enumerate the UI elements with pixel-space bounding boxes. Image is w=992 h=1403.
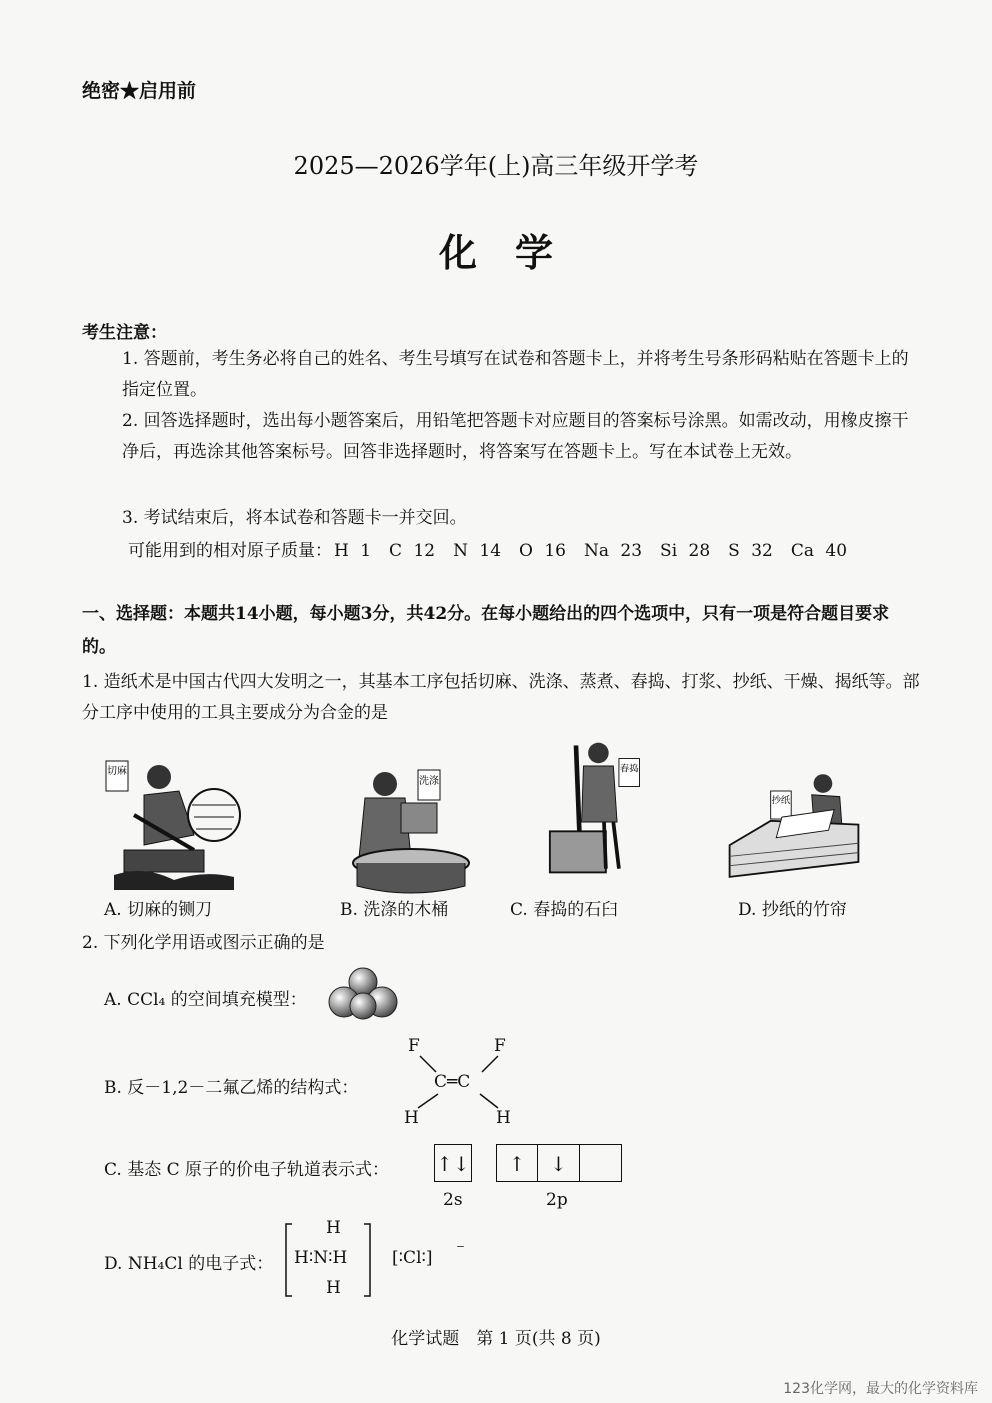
orbital-2p bbox=[496, 1144, 622, 1182]
q1-option-d: D. 抄纸的竹帘 bbox=[738, 900, 847, 920]
confidential-label: 绝密★启用前 bbox=[82, 80, 197, 102]
charge-minus: ⁻ bbox=[456, 1240, 465, 1260]
atomic-mass: Na 23 bbox=[584, 541, 643, 561]
orbital-2s bbox=[434, 1144, 472, 1182]
q2-option-d: D. NH₄Cl 的电子式： bbox=[104, 1254, 274, 1274]
atomic-mass: C 12 bbox=[389, 541, 436, 561]
figure-tag: 舂捣 bbox=[619, 763, 639, 775]
figure-paper-making bbox=[724, 763, 864, 907]
subject-title: 化学 bbox=[438, 230, 591, 275]
atomic-mass: S 32 bbox=[728, 541, 773, 561]
figure-wash bbox=[343, 758, 483, 902]
ccl4-space-filling-model bbox=[326, 966, 400, 1026]
notice-heading: 考生注意： bbox=[82, 323, 167, 343]
nh4cl-electron-formula bbox=[284, 1218, 484, 1302]
atom-f: F bbox=[408, 1036, 420, 1056]
page-footer: 化学试题 第 1 页(共 8 页) bbox=[391, 1329, 601, 1349]
notice-item-1: 1. 答题前，考生务必将自己的姓名、考生号填写在试卷和答题卡上，并将考生号条形码粘贴在答题卡上的指定位置。 bbox=[122, 349, 909, 400]
notice-item-2: 2. 回答选择题时，选出每小题答案后，用铅笔把答题卡对应题目的答案标号涂黑。如需改动，用橡皮擦干净后，再选涂其他答案标号。回答非选择题时，将答案写在答题卡上。写在本试卷上无效。 bbox=[122, 411, 909, 462]
notice-item-3: 3. 考试结束后，将本试卷和答题卡一并交回。 bbox=[122, 508, 467, 528]
q1-option-a: A. 切麻的铡刀 bbox=[104, 900, 213, 920]
chloride-ion: [∶Cl∶] bbox=[392, 1248, 433, 1268]
figure-pound bbox=[534, 738, 674, 882]
orbital-box: ↑↓ bbox=[434, 1144, 472, 1182]
q2-option-c: C. 基态 C 原子的价电子轨道表示式： bbox=[104, 1160, 390, 1180]
atom-f: F bbox=[494, 1036, 506, 1056]
atom-h: H bbox=[326, 1278, 341, 1298]
figure-tag: 切麻 bbox=[107, 766, 127, 777]
atomic-mass: Si 28 bbox=[660, 541, 711, 561]
figure-tag: 洗涤 bbox=[419, 776, 439, 787]
atomic-mass: N 14 bbox=[453, 541, 502, 561]
q1-option-c: C. 舂捣的石臼 bbox=[510, 900, 619, 920]
section-1-title: 一、选择题：本题共14小题，每小题3分，共42分。在每小题给出的四个选项中，只有一项是符合题目要求的。 bbox=[82, 604, 890, 657]
atomic-mass: O 16 bbox=[519, 541, 566, 561]
exam-title: 2025—2026学年(上)高三年级开学考 bbox=[293, 152, 699, 180]
atomic-masses bbox=[128, 536, 865, 561]
orbital-box bbox=[580, 1144, 622, 1182]
orbital-box: ↑ bbox=[496, 1144, 538, 1182]
atom-h: H bbox=[496, 1108, 511, 1128]
atom-h: H bbox=[326, 1218, 341, 1238]
nh4-center: H∶N∶H bbox=[294, 1248, 348, 1268]
atomic-mass: Ca 40 bbox=[790, 541, 848, 561]
atomic-mass-label: 可能用到的相对原子质量： bbox=[128, 541, 332, 561]
orbital-box: ↓ bbox=[538, 1144, 580, 1182]
c-double-bond-c: C═C bbox=[434, 1072, 471, 1092]
atomic-mass: H 1 bbox=[334, 541, 372, 561]
question-1-stem: 1. 造纸术是中国古代四大发明之一，其基本工序包括切麻、洗涤、蒸煮、舂捣、打浆、抄纸、干燥、揭纸等。部分工序中使用的工具主要成分为合金的是 bbox=[82, 672, 920, 723]
q2-option-a: A. CCl₄ 的空间填充模型： bbox=[104, 990, 307, 1010]
q1-option-b: B. 洗涤的木桶 bbox=[340, 900, 449, 920]
q2-option-b: B. 反－1,2－二氟乙烯的结构式： bbox=[104, 1078, 359, 1098]
question-2-stem: 2. 下列化学用语或图示正确的是 bbox=[82, 933, 325, 953]
difluoroethene-structure bbox=[394, 1036, 524, 1132]
orbital-label-2s: 2s bbox=[443, 1190, 463, 1210]
atom-h: H bbox=[404, 1108, 419, 1128]
figure-tag: 抄纸 bbox=[771, 795, 791, 807]
watermark: 123化学网，最大的化学资料库 bbox=[783, 1381, 978, 1397]
orbital-label-2p: 2p bbox=[546, 1190, 568, 1210]
figure-cut-hemp bbox=[104, 755, 244, 899]
